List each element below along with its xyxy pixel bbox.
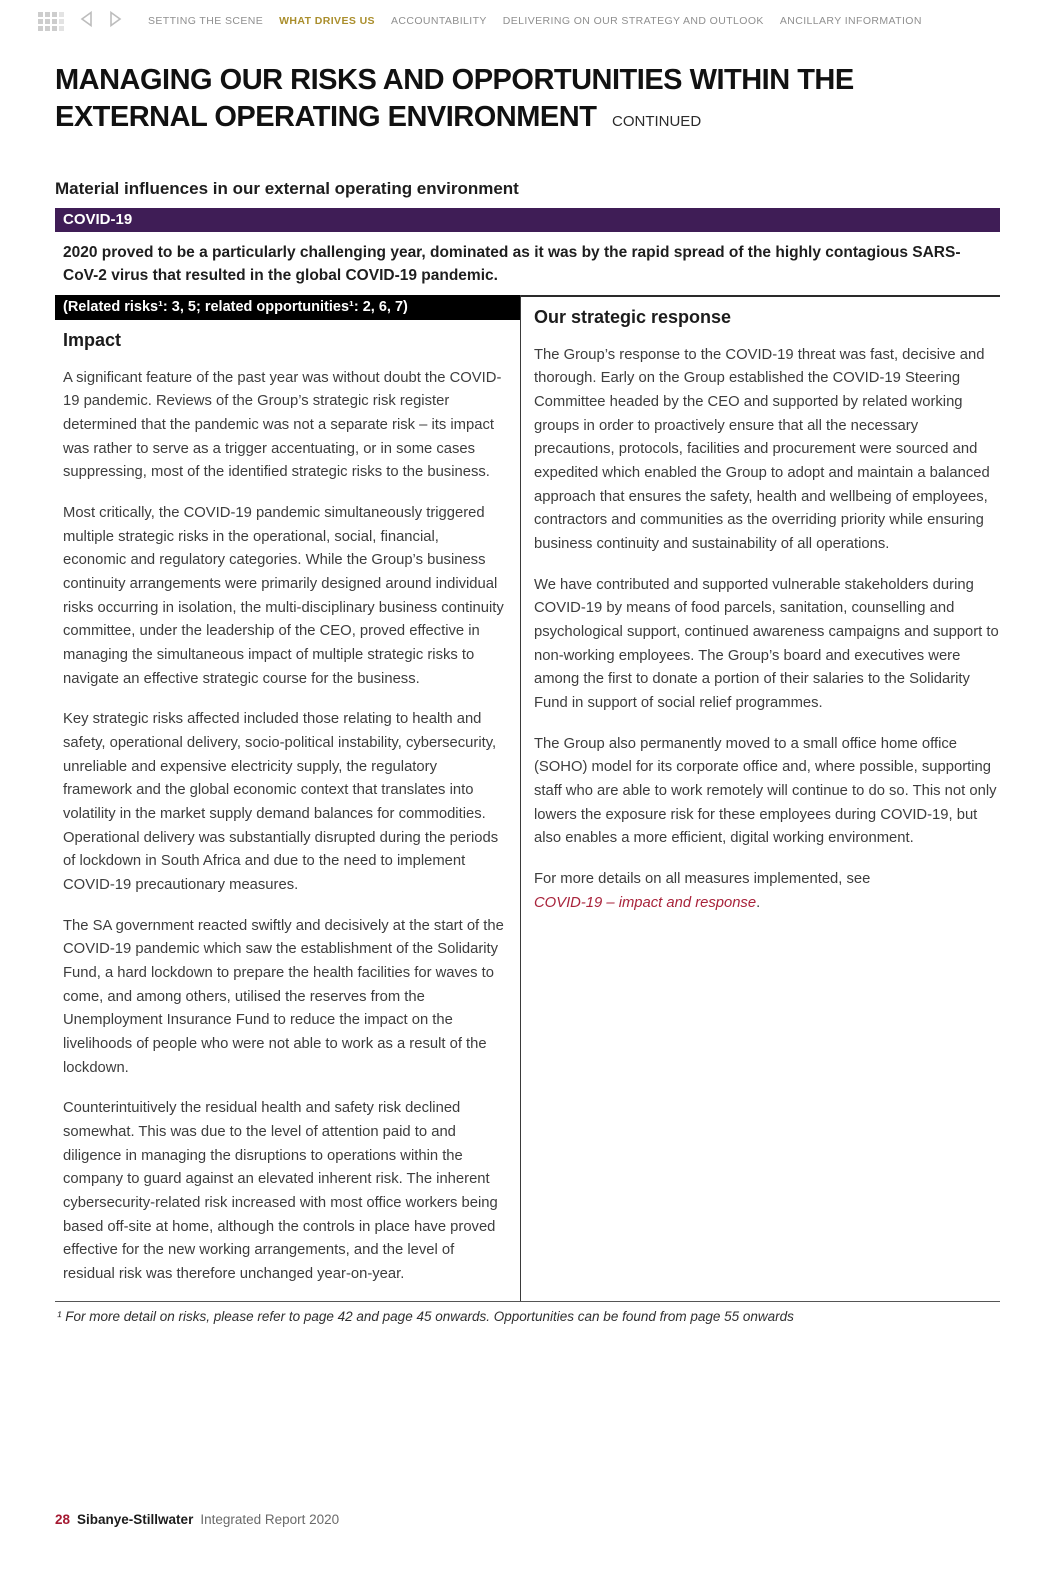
risks-footnote: ¹ For more detail on risks, please refer to page 42 and page 45 onwards. Opportunities can be found from page 55 onwards	[57, 1308, 794, 1324]
page-title	[55, 62, 1000, 135]
covid-19-banner: COVID-19	[55, 208, 1000, 232]
top-nav	[0, 0, 1049, 32]
company-name: Sibanye-Stillwater	[77, 1512, 194, 1527]
more-details-period: .	[756, 894, 761, 911]
impact-paragraph: Key strategic risks affected included those relating to health and safety, operational delivery, socio-political instability, cybersecurity, unreliable and expensive electricity supply, the regulatory framework and the global economic context that translates into volatility in the market supply demand balances for commodities. Operational delivery was substantially disrupted during the periods of lockdown in South Africa and due to the need to implement COVID-19 precautionary measures.	[63, 711, 499, 893]
previous-page-icon[interactable]	[78, 10, 95, 33]
contents-grid-icon[interactable]	[38, 12, 64, 31]
response-paragraph: We have contributed and supported vulnerable stakeholders during COVID-19 by means of food parcels, sanitation, counselling and psychological support, continued awareness campaigns and support to non-working employees. The Group’s board and executives were among the first to donate a portion of their salaries to the Solidarity Fund in support of social relief programmes.	[534, 576, 999, 711]
continued-label: CONTINUED	[611, 112, 702, 130]
covid-impact-and-response-link[interactable]: COVID-19 – impact and response	[534, 894, 757, 911]
tab-ancillary-information[interactable]: ANCILLARY INFORMATION	[779, 15, 922, 27]
tab-setting-the-scene[interactable]: SETTING THE SCENE	[148, 15, 264, 27]
more-details-note	[534, 868, 1000, 915]
impact-paragraph: Most critically, the COVID-19 pandemic simultaneously triggered multiple strategic risks in the operational, social, financial, economic and regulatory categories. While the Group’s business continuity arrangements were primarily designed around individual risks occurring in isolation, the multi-disciplinary business continuity committee, under the leadership of the CEO, proved effective in managing the simultaneous impact of multiple strategic risks to navigate an effective strategic course for the business.	[63, 504, 504, 687]
impact-paragraph: Counterintuitively the residual health and safety risk declined somewhat. This was due to the level of attention paid to and diligence in managing the disruptions to operations within the company to guard against an elevated inherent risk. The inherent cybersecurity-related risk increased with most office workers being based off-site at home, although the controls in place have proved effective for the new working arrangements, and the level of residual risk was therefore unchanged year-on-year.	[63, 1100, 498, 1283]
more-details-text: For more details on all measures implemented, see	[534, 871, 871, 887]
impact-column	[55, 295, 521, 1301]
tab-what-drives-us[interactable]: WHAT DRIVES US	[279, 15, 375, 27]
tab-delivering-on-our-strategy-and-outlook[interactable]: DELIVERING ON OUR STRATEGY AND OUTLOOK	[502, 15, 764, 27]
impact-paragraph: The SA government reacted swiftly and decisively at the start of the COVID-19 pandemic which saw the establishment of the Solidarity Fund, a hard lockdown to prepare the health facilities for waves to come, and among others, utilised the reserves from the Unemployment Insurance Fund to reduce the impact on the livelihoods of people who were not able to work as a result of the lockdown.	[63, 917, 504, 1076]
material-influences-heading: Material influences in our external operating environment	[55, 179, 519, 199]
page-title-line2: EXTERNAL OPERATING ENVIRONMENT	[55, 100, 597, 133]
response-paragraph: The Group also permanently moved to a small office home office (SOHO) model for its corporate office and, where possible, supporting staff who are able to work remotely will continue to do so. This not only lowers the exposure risk for these employees during COVID-19, but also enables a more efficient, digital working environment.	[534, 735, 997, 847]
next-page-icon[interactable]	[107, 10, 124, 33]
page-content	[55, 62, 1000, 1324]
tab-accountability[interactable]: ACCOUNTABILITY	[390, 15, 487, 27]
strategic-response-column	[521, 295, 1000, 1301]
report-section-tabs	[148, 15, 922, 27]
page-footer	[55, 1512, 339, 1527]
covid-intro-text: 2020 proved to be a particularly challenging year, dominated as it was by the rapid spread of the highly contagious SARS-CoV-2 virus that resulted in the global COVID-19 pandemic.	[63, 244, 961, 285]
report-name: Integrated Report 2020	[200, 1512, 340, 1527]
page-number: 28	[55, 1512, 71, 1527]
response-paragraph: The Group’s response to the COVID-19 threat was fast, decisive and thorough. Early on the Group established the COVID-19 Steering Committee headed by the CEO and supported by related working groups in order to proactively ensure that all the necessary precautions, protocols, facilities and procurement were sourced and expedited which enabled the Group to adopt and maintain a balanced approach that ensures the safety, health and wellbeing of employees, contractors and communities as the overriding priority while ensuring business continuity and sustainability of all operations.	[534, 346, 990, 552]
related-risks-bar: (Related risks¹: 3, 5; related opportunities¹: 2, 6, 7)	[55, 295, 520, 320]
impact-heading: Impact	[63, 329, 122, 350]
impact-paragraph: A significant feature of the past year was without doubt the COVID-19 pandemic. Reviews of the Group’s strategic risk register determined that the pandemic was not a separate risk – its impact was rather to serve as a trigger accentuating, or in some cases suppressing, most of the identified strategic risks to the business.	[63, 369, 502, 481]
impact-column-body	[55, 320, 520, 1301]
page-title-line1: MANAGING OUR RISKS AND OPPORTUNITIES WITHIN THE	[55, 64, 854, 96]
covid-detail-columns	[55, 295, 1000, 1302]
strategic-response-heading: Our strategic response	[534, 306, 732, 327]
